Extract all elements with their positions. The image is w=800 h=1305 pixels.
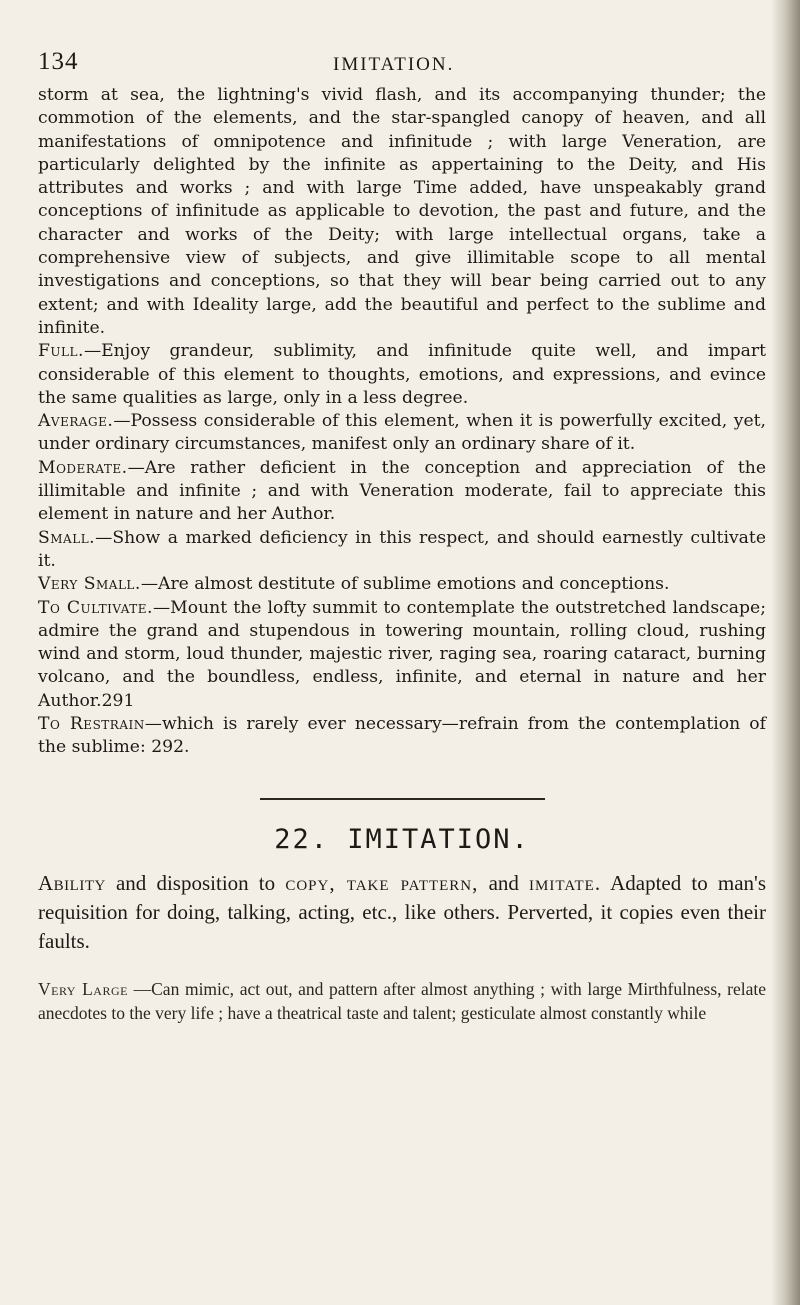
paragraph-text: —Can mimic, act out, and pattern after almost anything ; with large Mirthfulness, relate anecdotes to the very life ; have a theatrical taste and talent; gesticulate almost constantly while — [38, 978, 766, 1023]
paragraph-text: —Are almost destitute of sublime emotions and conceptions. — [140, 574, 670, 595]
paragraph-text: —Mount the lofty summit to contemplate the outstretched landscape; admire the grand and stupendous in towering mountain, rolling cloud, rushing wind and storm, loud thunder, majestic river, raging sea, roaring cataract, burning volcano, and the boundless, endless, infinite, and eternal in nature and her Author.291 — [38, 597, 766, 711]
section-intro-text: and disposition to — [105, 870, 286, 895]
paragraph-full — [38, 340, 766, 410]
paragraph-text: storm at sea, the lightning's vivid flash, and its accompanying thunder; the commotion of the elements, and the star-spangled canopy of heaven, and all manifestations of omnipotence and infinitude ; with large Veneration, are particularly delighted by the infinite as appertaining to the Deity, and His attributes and works ; and with large Time added, have unspeakably grand conceptions of infinitude as applicable to devotion, the past and future, and the character and works of the Deity; with large intellectual organs, take a comprehensive view of subjects, and give illimitable scope to all mental investigations and conceptions, so that they will bear being carried out to any extent; and with Ideality large, add the beautiful and perfect to the sublime and infinite. — [38, 85, 766, 338]
section-intro-caps: copy, take pattern, — [285, 870, 479, 895]
paragraph-moderate — [38, 457, 766, 527]
paragraph-lead: Full. — [38, 341, 84, 362]
paragraph-small — [38, 527, 766, 574]
paragraph-very-large — [38, 977, 766, 1025]
section-divider — [260, 798, 545, 800]
section-intro-caps: imitate. — [529, 870, 602, 895]
section-intro — [38, 869, 766, 956]
section-intro-text: Adapted to man's requisition for doing, talking, acting, etc., like others. Perverted, it copies even their faults. — [38, 870, 766, 953]
paragraph-lead: Average. — [38, 411, 114, 432]
paragraph-text: —Are rather deficient in the conception and appreciation of the illimitable and infinite ; and with Veneration moderate, fail to appreciate this element in nature and her Author. — [38, 457, 766, 525]
book-page — [38, 48, 766, 1042]
paragraph-lead: To Cultivate. — [38, 597, 153, 618]
paragraph-text: —which is rarely ever necessary—refrain from the contemplation of the sublime: 292. — [38, 714, 766, 758]
paragraph-text: —Possess considerable of this element, when it is powerfully excited, yet, under ordinary circumstances, manifest only an ordinary share of it. — [38, 411, 766, 455]
paragraph-text: —Show a marked deficiency in this respect, and should earnestly cultivate it. — [38, 527, 766, 571]
section-intro-text: and — [478, 870, 530, 895]
running-title: IMITATION. — [333, 54, 455, 75]
paragraph-lead: To Restrain — [38, 714, 145, 735]
paragraph-lead: Small. — [38, 527, 96, 548]
section-intro-lead: Ability — [38, 870, 106, 895]
paragraph-very-small — [38, 573, 766, 596]
paragraph-lead: Very Large — [38, 978, 128, 999]
paragraph-text: —Enjoy grandeur, sublimity, and infinitude quite well, and impart considerable of this element to thoughts, emotions, and expressions, and evince the same qualities as large, only in a less degree. — [38, 341, 766, 408]
running-head — [38, 48, 766, 84]
paragraph-to-restrain — [38, 713, 766, 760]
page-edge-shadow — [772, 0, 800, 1305]
paragraph-average — [38, 410, 766, 457]
paragraph-large-sublimity — [38, 84, 766, 340]
body-text — [38, 84, 766, 760]
paragraph-to-cultivate — [38, 597, 766, 713]
paragraph-lead: Very Small. — [38, 574, 141, 595]
section-title: 22. IMITATION. — [274, 823, 530, 855]
paragraph-lead: Moderate. — [38, 457, 128, 478]
page-number: 134 — [38, 48, 79, 75]
